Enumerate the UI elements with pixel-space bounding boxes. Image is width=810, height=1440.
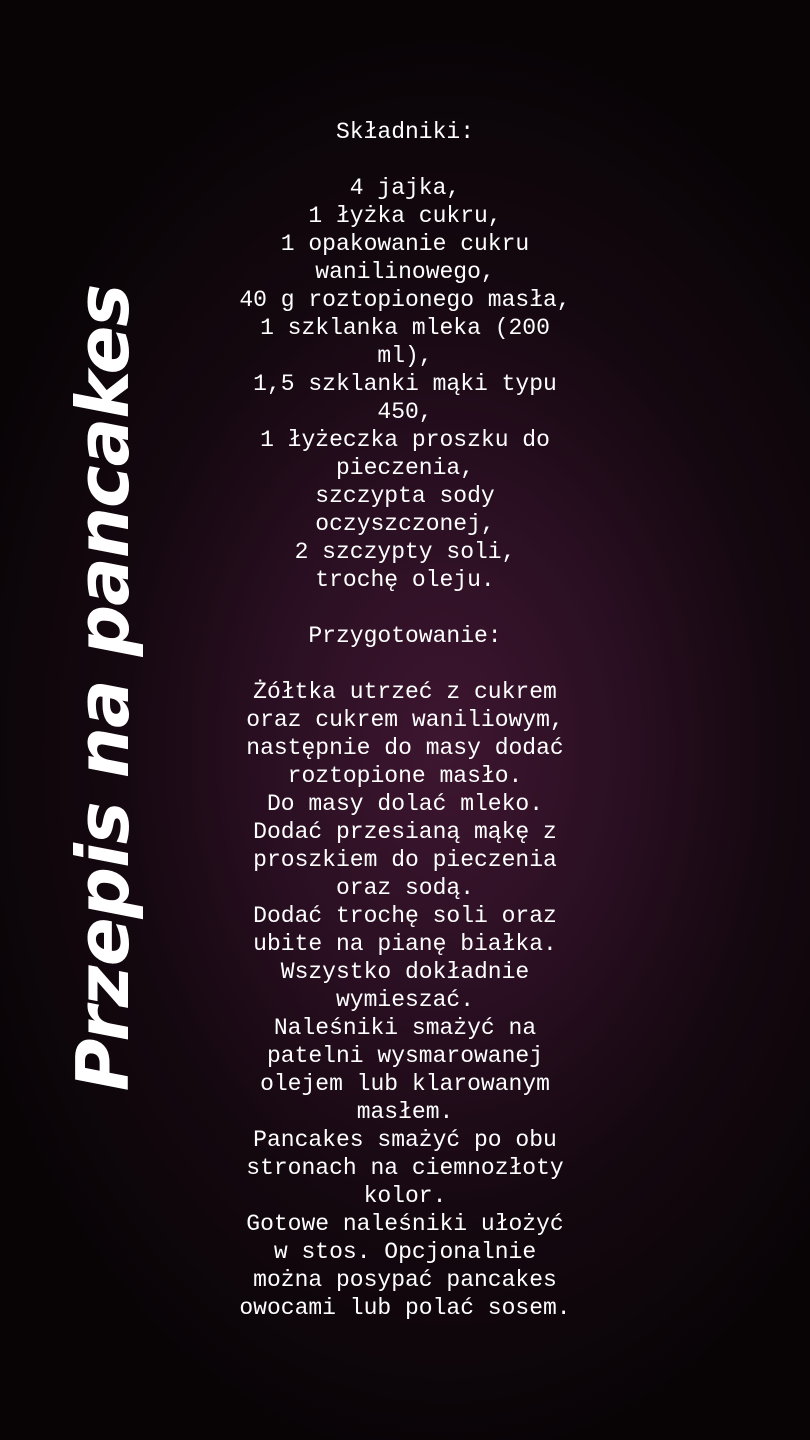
ingredient-line: 1 łyżka cukru, [308,203,502,229]
preparation-line: Dodać trochę soli oraz [253,903,557,929]
preparation-line: kolor. [363,1183,447,1209]
preparation-line: Pancakes smażyć po obu [253,1127,557,1153]
story-title: Przepis na pancakes [61,284,145,1092]
ingredient-line: 1,5 szklanki mąki typu [253,371,557,397]
preparation-line: Do masy dolać mleko. [266,791,544,817]
recipe-text [190,118,620,1322]
ingredient-line: oczyszczonej, [315,511,495,537]
ingredient-line: 450, [377,399,433,425]
spacer [190,146,620,174]
preparation-line: stronach na ciemnozłoty [246,1155,564,1181]
preparation-line: wymieszać. [335,987,475,1013]
ingredient-line: pieczenia, [335,455,475,481]
ingredient-line: szczypta sody [315,483,495,509]
preparation-heading: Przygotowanie: [308,623,502,649]
preparation-line: roztopione masło. [287,763,523,789]
preparation-line: w stos. Opcjonalnie [273,1239,537,1265]
ingredient-line: 2 szczypty soli, [294,539,516,565]
ingredient-line: trochę oleju. [315,567,495,593]
preparation-line: Naleśniki smażyć na [273,1015,537,1041]
ingredient-line: 1 szklanka mleka (200 [260,315,550,341]
preparation-line: oraz cukrem waniliowym, [246,707,564,733]
preparation-line: olejem lub klarowanym [260,1071,550,1097]
spacer [190,594,620,622]
ingredient-line: wanilinowego, [315,259,495,285]
preparation-line: Żółtka utrzeć z cukrem [253,679,557,705]
preparation-line: Dodać przesianą mąkę z [253,819,557,845]
preparation-line: Wszystko dokładnie [280,959,530,985]
ingredient-line: 40 g roztopionego masła, [239,287,571,313]
preparation-line: masłem. [356,1099,454,1125]
preparation-line: następnie do masy dodać [246,735,564,761]
preparation-line: patelni wysmarowanej [266,1043,544,1069]
preparation-line: ubite na pianę białka. [253,931,557,957]
preparation-line: proszkiem do pieczenia [253,847,557,873]
ingredient-line: 1 opakowanie cukru [280,231,530,257]
ingredient-line: 1 łyżeczka proszku do [260,427,550,453]
ingredient-line: 4 jajka, [349,175,461,201]
spacer [190,650,620,678]
preparation-line: Gotowe naleśniki ułożyć [246,1211,564,1237]
ingredient-line: ml), [377,343,433,369]
ingredients-heading: Składniki: [335,119,475,145]
preparation-line: owocami lub polać sosem. [239,1295,571,1321]
preparation-line: można posypać pancakes [253,1267,557,1293]
preparation-line: oraz sodą. [335,875,475,901]
